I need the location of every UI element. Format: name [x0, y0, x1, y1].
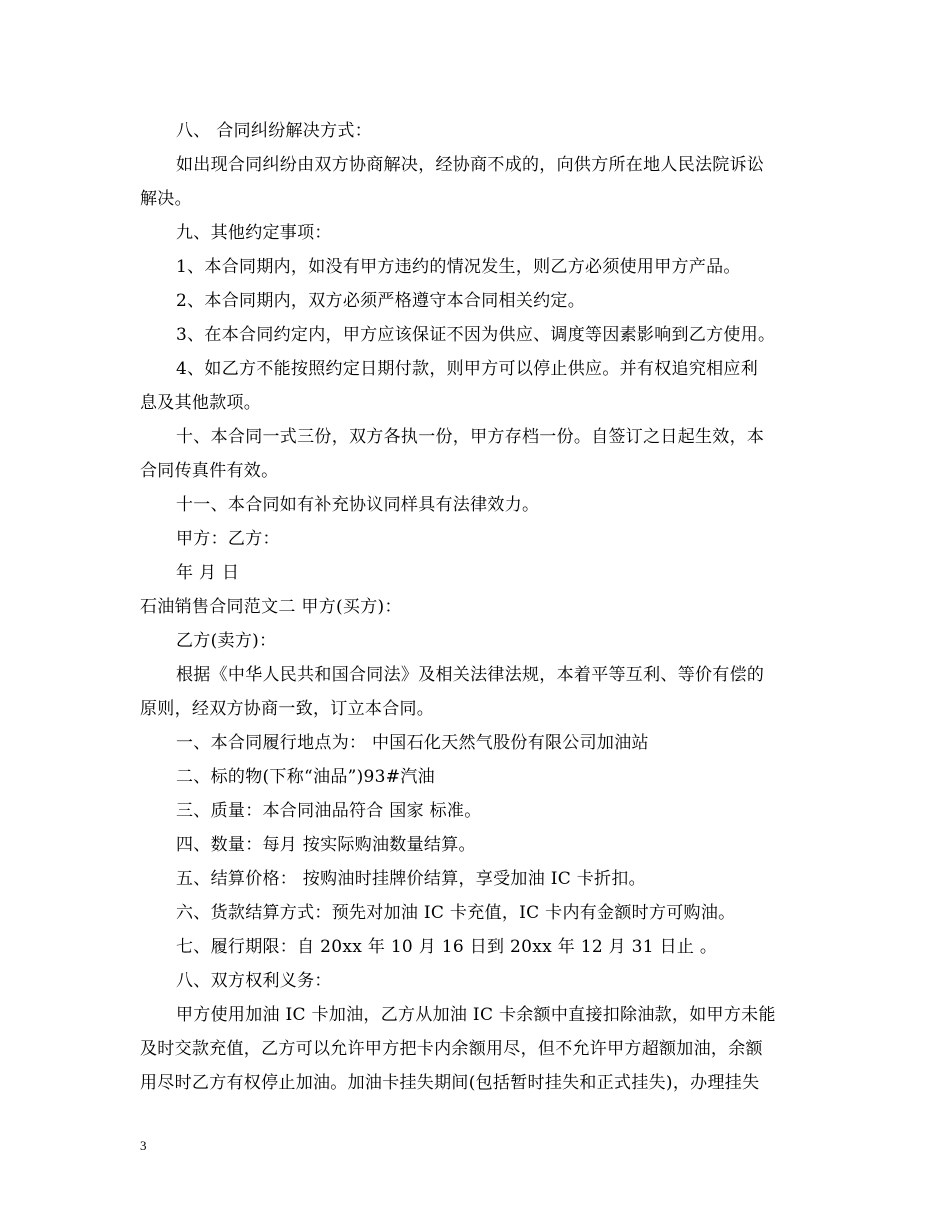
clause-location: 一、本合同履行地点为： 中国石化天然气股份有限公司加油站	[176, 733, 649, 753]
paragraph-line: 甲方使用加油 IC 卡加油，乙方从加油 IC 卡余额中直接扣除油款，如甲方未能	[176, 1005, 776, 1025]
paragraph-line: 及时交款充值，乙方可以允许甲方把卡内余额用尽，但不允许甲方超额加油，余额	[140, 1039, 763, 1059]
paragraph-line: 1、本合同期内，如没有甲方违约的情况发生，则乙方必须使用甲方产品。	[176, 257, 741, 277]
paragraph-line: 根据《中华人民共和国合同法》及相关法律法规，本着平等互利、等价有偿的	[176, 665, 765, 685]
clause-term: 七、履行期限：自 20xx 年 10 月 16 日到 20xx 年 12 月 31 日止 。	[176, 937, 718, 957]
section-heading-other: 九、其他约定事项：	[176, 223, 332, 243]
paragraph-line: 2、本合同期内，双方必须严格遵守本合同相关约定。	[176, 291, 586, 311]
paragraph-line: 4、如乙方不能按照约定日期付款，则甲方可以停止供应。并有权追究相应利	[176, 359, 759, 379]
clause-subject: 二、标的物(下称“油品”)93#汽油	[176, 767, 435, 787]
paragraph-line: 十一、本合同如有补充协议同样具有法律效力。	[176, 495, 540, 515]
clause-quantity: 四、数量：每月 按实际购油数量结算。	[176, 835, 476, 855]
paragraph-line: 息及其他款项。	[140, 393, 262, 413]
party-b-label: 乙方(卖方)：	[176, 631, 277, 651]
clause-payment: 六、货款结算方式：预先对加油 IC 卡充值，IC 卡内有金额时方可购油。	[176, 903, 736, 923]
paragraph-line: 原则，经双方协商一致，订立本合同。	[140, 699, 435, 719]
paragraph-line: 用尽时乙方有权停止加油。加油卡挂失期间(包括暂时挂失和正式挂失)，办理挂失	[140, 1073, 760, 1093]
paragraph-line: 如出现合同纠纷由双方协商解决，经协商不成的，向供方所在地人民法院诉讼	[176, 155, 765, 175]
clause-rights-heading: 八、双方权利义务：	[176, 971, 332, 991]
page-number: 3	[140, 1138, 147, 1153]
paragraph-line: 十、本合同一式三份，双方各执一份，甲方存档一份。自签订之日起生效，本	[176, 427, 765, 447]
section-heading-dispute: 八、 合同纠纷解决方式：	[176, 121, 373, 141]
clause-price: 五、结算价格： 按购油时挂牌价结算，享受加油 IC 卡折扣。	[176, 869, 646, 889]
paragraph-line: 3、在本合同约定内，甲方应该保证不因为供应、调度等因素影响到乙方使用。	[176, 325, 776, 345]
contract-title-two: 石油销售合同范文二 甲方(买方)：	[140, 597, 402, 617]
signature-parties: 甲方：乙方：	[176, 529, 280, 549]
clause-quality: 三、质量：本合同油品符合 国家 标准。	[176, 801, 482, 821]
paragraph-line: 合同传真件有效。	[140, 461, 279, 481]
paragraph-line: 解决。	[140, 189, 192, 209]
signature-date: 年 月 日	[176, 563, 240, 583]
